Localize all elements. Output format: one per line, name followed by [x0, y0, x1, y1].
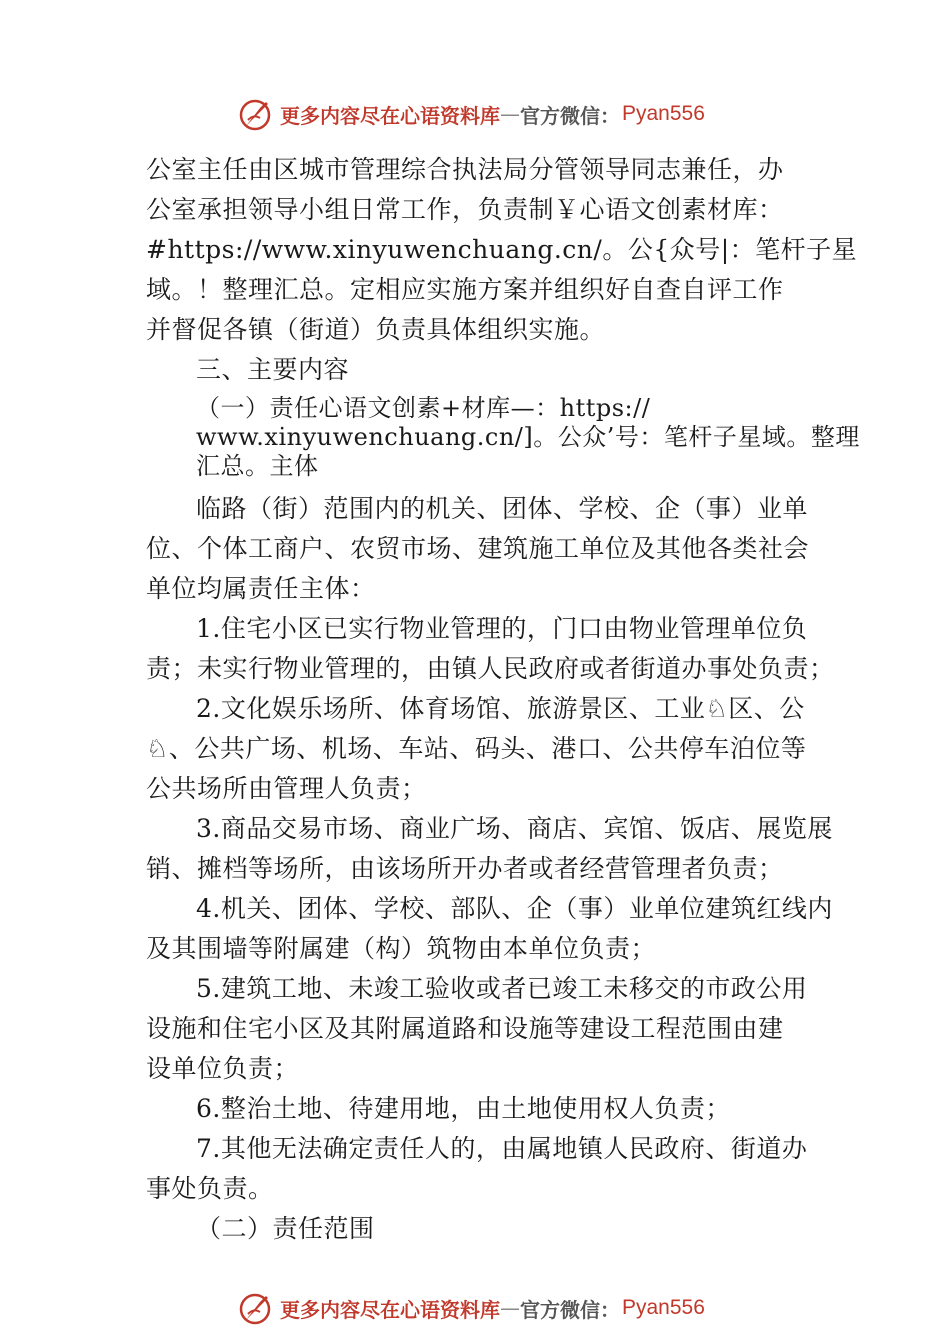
watermark-slogan: 更多内容尽在心语资料库 — [280, 1297, 500, 1322]
list-item-cont: 销、摊档等场所，由该场所开办者或者经营管理者负责； — [146, 854, 784, 883]
watermark-wechat-id: Pyan556 — [622, 1296, 705, 1319]
list-item-cont: ♘、公共广场、机场、车站、码头、港口、公共停车泊位等 — [146, 734, 807, 763]
watermark-wechat-label: 官方微信： — [520, 103, 620, 128]
list-item-cont: 公共场所由管理人负责； — [146, 774, 427, 803]
list-item: 3.商品交易市场、商业广场、商店、宾馆、饭店、展览展 — [196, 814, 833, 843]
body-line: 位、个体工商户、农贸市场、建筑施工单位及其他各类社会 — [146, 534, 810, 563]
list-item-cont: 责；未实行物业管理的，由镇人民政府或者街道办事处负责； — [146, 654, 835, 683]
list-item: 2.文化娱乐场所、体育场馆、旅游景区、工业♘区、公 — [196, 694, 805, 723]
list-item: 5.建筑工地、未竣工验收或者已竣工未移交的市政公用 — [196, 974, 808, 1003]
subsection-heading: （二）责任范围 — [196, 1214, 375, 1243]
watermark-wechat-id: Pyan556 — [622, 102, 705, 125]
body-line: 公室承担领导小组日常工作，负责制￥心语文创素材库： — [146, 195, 784, 224]
watermark-dash: — — [500, 102, 520, 126]
body-line: 公室主任由区城市管理综合执法局分管领导同志兼任，办 — [146, 155, 784, 184]
list-item: 1.住宅小区已实行物业管理的，门口由物业管理单位负 — [196, 614, 808, 643]
list-item-cont: 事处负责。 — [146, 1174, 274, 1203]
body-line: 单位均属责任主体： — [146, 574, 376, 603]
body-line: 并督促各镇（街道）负责具体组织实施。 — [146, 315, 606, 344]
pen-nib-logo-icon — [238, 1290, 274, 1326]
body-line: 域。！整理汇总。定相应实施方案并组织好自查自评工作 — [146, 275, 784, 304]
subsection-heading-cont: 汇总。主体 — [196, 452, 319, 480]
subsection-heading-cont: www.xinyuwenchuang.cn/]。公众’号：笔杆子星域。整理 — [196, 423, 860, 451]
list-item-cont: 设施和住宅小区及其附属道路和设施等建设工程范围由建 — [146, 1014, 784, 1043]
subsection-heading: （一）责任心语文创素+材库—：https:// — [196, 394, 651, 422]
document-body — [146, 150, 860, 1249]
list-item: 6.整治土地、待建用地，由土地使用权人负责； — [196, 1094, 731, 1123]
watermark-slogan: 更多内容尽在心语资料库 — [280, 103, 500, 128]
watermark-wechat-label: 官方微信： — [520, 1297, 620, 1322]
header-watermark-banner — [238, 94, 705, 134]
list-item-cont: 设单位负责； — [146, 1054, 300, 1083]
list-item: 4.机关、团体、学校、部队、企（事）业单位建筑红线内 — [196, 894, 833, 923]
pen-nib-logo-icon — [238, 96, 274, 132]
body-line: 临路（街）范围内的机关、团体、学校、企（事）业单 — [196, 494, 809, 523]
section-heading: 三、主要内容 — [196, 355, 350, 384]
body-line: #https://www.xinyuwenchuang.cn/。公{众号|：笔杆子星 — [146, 235, 858, 264]
list-item-cont: 及其围墙等附属建（构）筑物由本单位负责； — [146, 934, 657, 963]
footer-watermark-banner — [238, 1288, 705, 1328]
watermark-dash: — — [500, 1296, 520, 1320]
list-item: 7.其他无法确定责任人的，由属地镇人民政府、街道办 — [196, 1134, 808, 1163]
